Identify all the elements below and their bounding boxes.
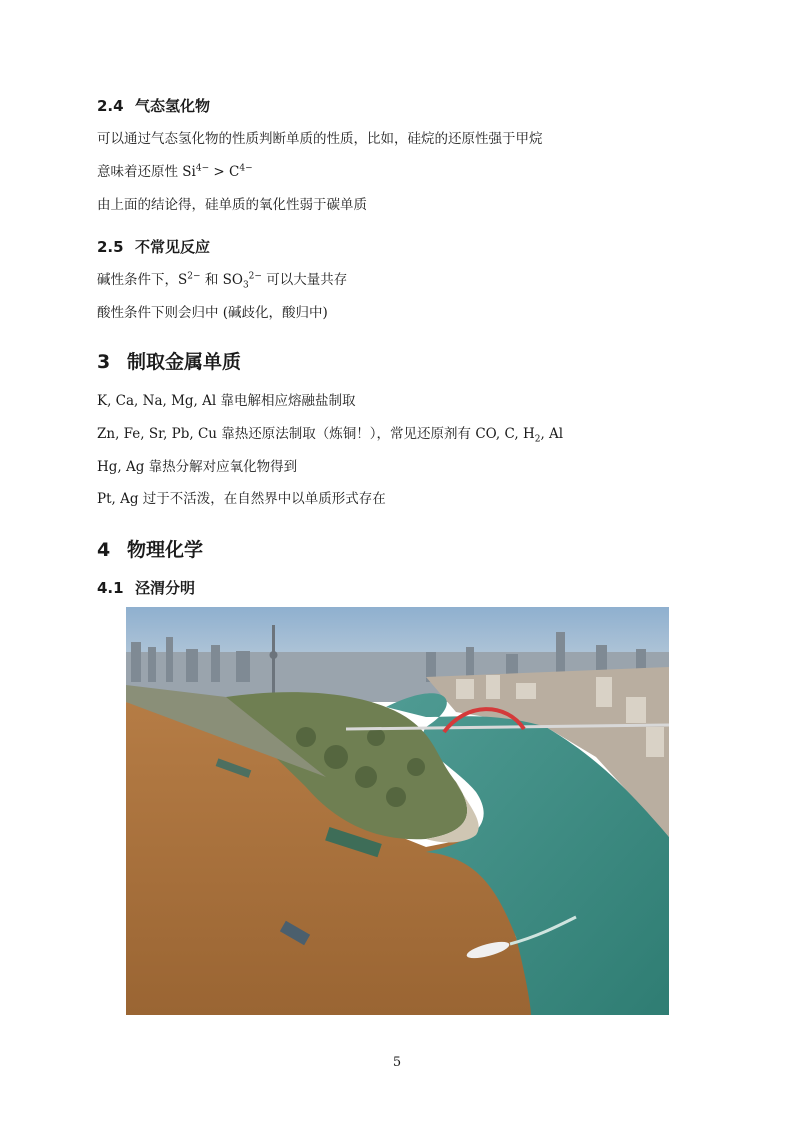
page-number: 5 (392, 1055, 402, 1070)
section-title: 制取金属单质 (127, 351, 242, 373)
paragraph: 由上面的结论得，硅单质的氧化性弱于碳单质 (97, 197, 367, 213)
paragraph-reduction-order (97, 160, 253, 180)
paragraph: 酸性条件下则会归中 (碱歧化，酸归中) (97, 305, 328, 321)
section-title: 泾渭分明 (135, 579, 196, 597)
section-4-heading (97, 535, 203, 562)
paragraph: Pt, Ag 过于不活泼，在自然界中以单质形式存在 (97, 491, 386, 507)
section-number: 2.4 (97, 97, 124, 115)
text: 可以大量共存 (261, 272, 348, 288)
subscript: 2 (534, 434, 541, 445)
section-number: 4 (97, 539, 111, 561)
text: 和 SO (200, 272, 243, 288)
river-confluence-photo (126, 607, 669, 1015)
superscript: 2− (187, 271, 201, 282)
section-number: 3 (97, 351, 111, 373)
section-2-5-heading (97, 236, 210, 257)
subscript: 3 (242, 280, 249, 291)
section-title: 物理化学 (127, 539, 204, 561)
section-2-4-heading (97, 95, 210, 116)
text: > C (209, 164, 240, 180)
superscript: 4− (239, 163, 253, 174)
section-title: 气态氢化物 (135, 97, 211, 115)
section-title: 不常见反应 (135, 238, 211, 256)
section-number: 2.5 (97, 238, 124, 256)
paragraph-thermal-reduction (97, 422, 564, 445)
river-confluence-illustration (126, 607, 669, 1015)
section-3-heading (97, 347, 241, 374)
text: , Al (540, 426, 564, 442)
section-4-1-heading (97, 577, 195, 598)
paragraph-coexist (97, 268, 348, 291)
text: 碱性条件下，S (97, 272, 188, 288)
paragraph: K, Ca, Na, Mg, Al 靠电解相应熔融盐制取 (97, 393, 356, 409)
text: 意味着还原性 Si (97, 164, 196, 180)
paragraph: 可以通过气态氢化物的性质判断单质的性质，比如，硅烷的还原性强于甲烷 (97, 131, 543, 147)
tv-tower (272, 625, 275, 695)
superscript: 4− (195, 163, 210, 174)
paragraph: Hg, Ag 靠热分解对应氧化物得到 (97, 459, 298, 475)
section-number: 4.1 (97, 579, 124, 597)
text: Zn, Fe, Sr, Pb, Cu 靠热还原法制取（炼铜！），常见还原剂有 CO, C, H (97, 426, 535, 442)
superscript: 2− (248, 271, 262, 282)
